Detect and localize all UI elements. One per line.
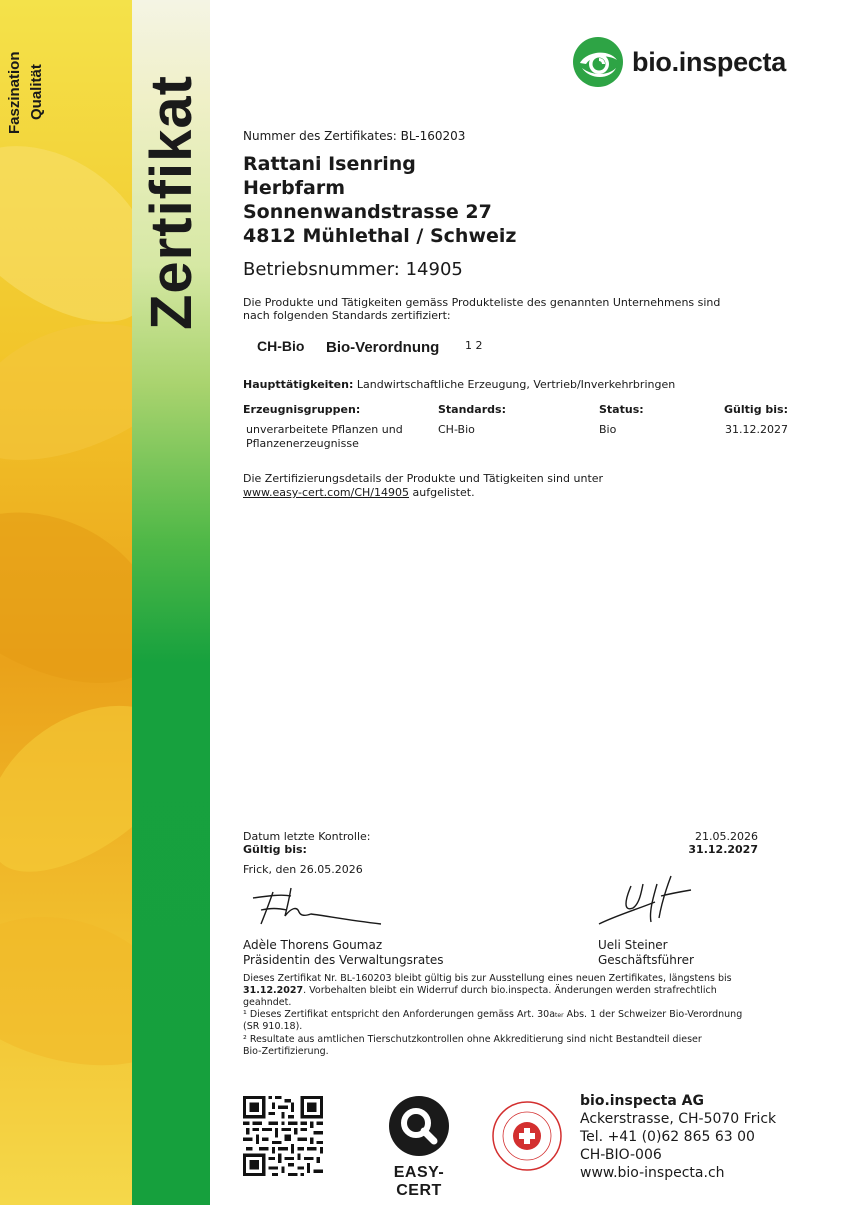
table-cell-standard: CH-Bio xyxy=(438,423,475,436)
easy-cert-logo xyxy=(376,1094,462,1199)
intro-line-1: Die Produkte und Tätigkeiten gemäss Produkteliste des genannten Unternehmens sind xyxy=(243,296,721,309)
signature-right-image xyxy=(595,872,705,930)
qr-code-icon[interactable] xyxy=(243,1096,323,1176)
footnote-2-line-1: ² Resultate aus amtlichen Tierschutzkontrollen ohne Akkreditierung sind nicht Bestandteil dieser xyxy=(243,1034,702,1045)
footnote-1-sub: ter xyxy=(555,1012,564,1019)
standard-footnote-refs: 1 2 xyxy=(465,339,483,352)
table-header-standards: Standards: xyxy=(438,403,506,416)
easy-cert-link[interactable]: www.easy-cert.com/CH/14905 xyxy=(243,486,409,499)
table-header-status: Status: xyxy=(599,403,644,416)
company-name: bio.inspecta AG xyxy=(580,1093,705,1109)
last-control-value: 21.05.2026 xyxy=(695,830,758,843)
main-activities xyxy=(243,378,675,391)
last-control-label: Datum letzte Kontrolle: xyxy=(243,830,371,843)
valid-until-label: Gültig bis: xyxy=(243,843,307,856)
footnote-1-part-b: Abs. 1 der Schweizer Bio-Verordnung xyxy=(563,1009,743,1020)
details-line-2 xyxy=(243,486,475,499)
validity-note-line-2 xyxy=(243,985,717,996)
certificate-number: Nummer des Zertifikates: BL-160203 xyxy=(243,129,466,143)
valid-until-value: 31.12.2027 xyxy=(688,843,758,856)
validity-note-rest: . Vorbehalten bleibt ein Widerruf durch bio.inspecta. Änderungen werden strafrechtlich xyxy=(303,985,717,996)
company-phone: Tel. +41 (0)62 865 63 00 xyxy=(580,1129,755,1145)
place-date: Frick, den 26.05.2026 xyxy=(243,863,363,876)
address-line-1: Rattani Isenring xyxy=(243,153,416,175)
swiss-accreditation-seal-icon xyxy=(490,1096,564,1176)
bio-inspecta-logo xyxy=(572,36,786,88)
address-line-4: 4812 Mühlethal / Schweiz xyxy=(243,225,517,247)
side-title: Zertifikat xyxy=(139,75,204,330)
address-line-3: Sonnenwandstrasse 27 xyxy=(243,201,492,223)
sidebar-band xyxy=(0,0,210,1205)
eye-logo-icon xyxy=(572,36,624,88)
table-header-groups: Erzeugnisgruppen: xyxy=(243,403,361,416)
signer-right-role: Geschäftsführer xyxy=(598,953,694,967)
table-cell-group-line-2: Pflanzenerzeugnisse xyxy=(246,437,359,450)
validity-note-line-3: geahndet. xyxy=(243,997,292,1008)
table-cell-group-line-1: unverarbeitete Pflanzen und xyxy=(246,423,403,436)
details-line-1: Die Zertifizierungsdetails der Produkte und Tätigkeiten sind unter xyxy=(243,472,604,485)
validity-note-date: 31.12.2027 xyxy=(243,985,304,996)
footnote-1-line-2: (SR 910.18). xyxy=(243,1021,303,1032)
validity-note-line-1: Dieses Zertifikat Nr. BL-160203 bleibt gültig bis zur Ausstellung eines neuen Zertifikates, längstens bis xyxy=(243,973,732,984)
address-line-2: Herbfarm xyxy=(243,177,346,199)
standard-name: Bio-Verordnung xyxy=(326,339,440,356)
company-street: Ackerstrasse, CH-5070 Frick xyxy=(580,1111,777,1127)
main-activities-value: Landwirtschaftliche Erzeugung, Vertrieb/Inverkehrbringen xyxy=(356,378,676,391)
footnote-1-line-1 xyxy=(243,1009,742,1020)
slogan xyxy=(6,16,76,136)
slogan-qualitaet: Qualität xyxy=(28,64,45,120)
table-header-valid: Gültig bis: xyxy=(724,403,788,416)
footnote-2-line-2: Bio-Zertifizierung. xyxy=(243,1046,329,1057)
company-code: CH-BIO-006 xyxy=(580,1147,662,1163)
easy-cert-label: EASY-CERT xyxy=(393,1164,445,1199)
intro-line-2: nach folgenden Standards zertifiziert: xyxy=(243,309,451,322)
standard-code: CH-Bio xyxy=(257,338,305,354)
footnote-1-part-a: ¹ Dieses Zertifikat entspricht den Anforderungen gemäss Art. 30a xyxy=(243,1009,556,1020)
easy-cert-magnifier-icon xyxy=(376,1094,462,1158)
main-activities-label: Haupttätigkeiten: xyxy=(243,378,354,391)
signer-right-name: Ueli Steiner xyxy=(598,938,668,952)
signer-left-name: Adèle Thorens Goumaz xyxy=(243,938,383,952)
table-cell-valid: 31.12.2027 xyxy=(725,423,788,436)
details-suffix: aufgelistet. xyxy=(409,486,475,499)
logo-text: bio.inspecta xyxy=(632,46,786,77)
table-cell-status: Bio xyxy=(599,423,617,436)
signer-left-role: Präsidentin des Verwaltungsrates xyxy=(243,953,444,967)
company-address xyxy=(580,1092,776,1182)
betriebsnummer: Betriebsnummer: 14905 xyxy=(243,259,463,280)
slogan-faszination: Faszination xyxy=(6,51,23,134)
signature-left-image xyxy=(247,884,387,930)
company-website[interactable]: www.bio-inspecta.ch xyxy=(580,1165,725,1181)
